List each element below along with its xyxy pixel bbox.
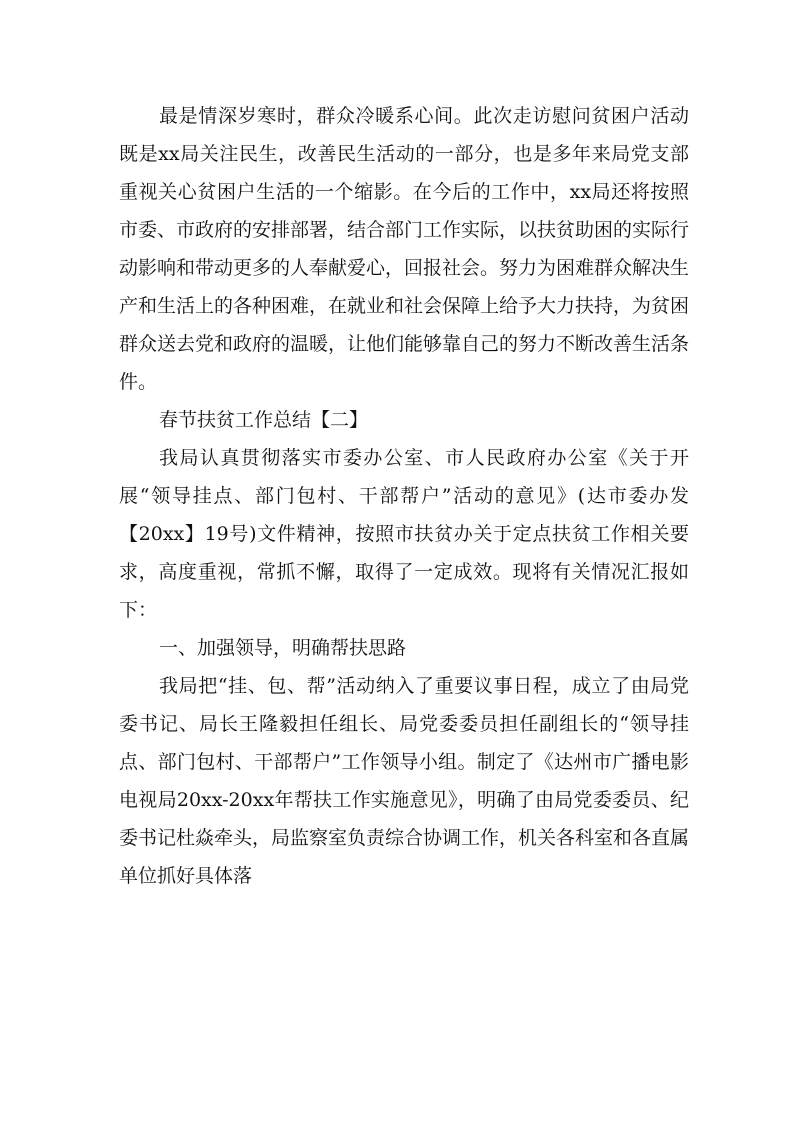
paragraph-closing: 最是情深岁寒时，群众冷暖系心间。此次走访慰问贫困户活动既是xx局关注民生，改善民生活动的一部分，也是多年来局党支部重视关心贫困户生活的一个缩影。在今后的工作中，xx局还将按照市委、市政府的安排部署，结合部门工作实际，以扶贫助困的实际行动影响和带动更多的人奉献爱心，回报社会。努力为困难群众解决生产和生活上的各种困难，在就业和社会保障上给予大力扶持，为贫困群众送去党和政府的温暖，让他们能够靠自己的努力不断改善生活条件。 bbox=[119, 105, 690, 393]
subheading: 一、加强领导，明确帮扶思路 bbox=[159, 637, 407, 659]
paragraph-leadership: 我局把“挂、包、帮”活动纳入了重要议事日程，成立了由局党委书记、局长王隆毅担任组长、局党委委员担任副组长的“领导挂点、部门包村、干部帮户”工作领导小组。制定了《达州市广播电影电视局20xx-20xx年帮扶工作实施意见》，明确了由局党委委员、纪委书记杜焱牵头，局监察室负责综合协调工作，机关各科室和各直属单位抓好具体落 bbox=[119, 675, 690, 887]
paragraph-intro: 我局认真贯彻落实市委办公室、市人民政府办公室《关于开展“领导挂点、部门包村、干部帮户”活动的意见》(达市委办发【20xx】19号)文件精神，按照市扶贫办关于定点扶贫工作相关要求，高度重视，常抓不懈，取得了一定成效。现将有关情况汇报如下： bbox=[119, 447, 689, 621]
document-body bbox=[119, 97, 689, 895]
section-title: 春节扶贫工作总结【二】 bbox=[159, 409, 369, 431]
